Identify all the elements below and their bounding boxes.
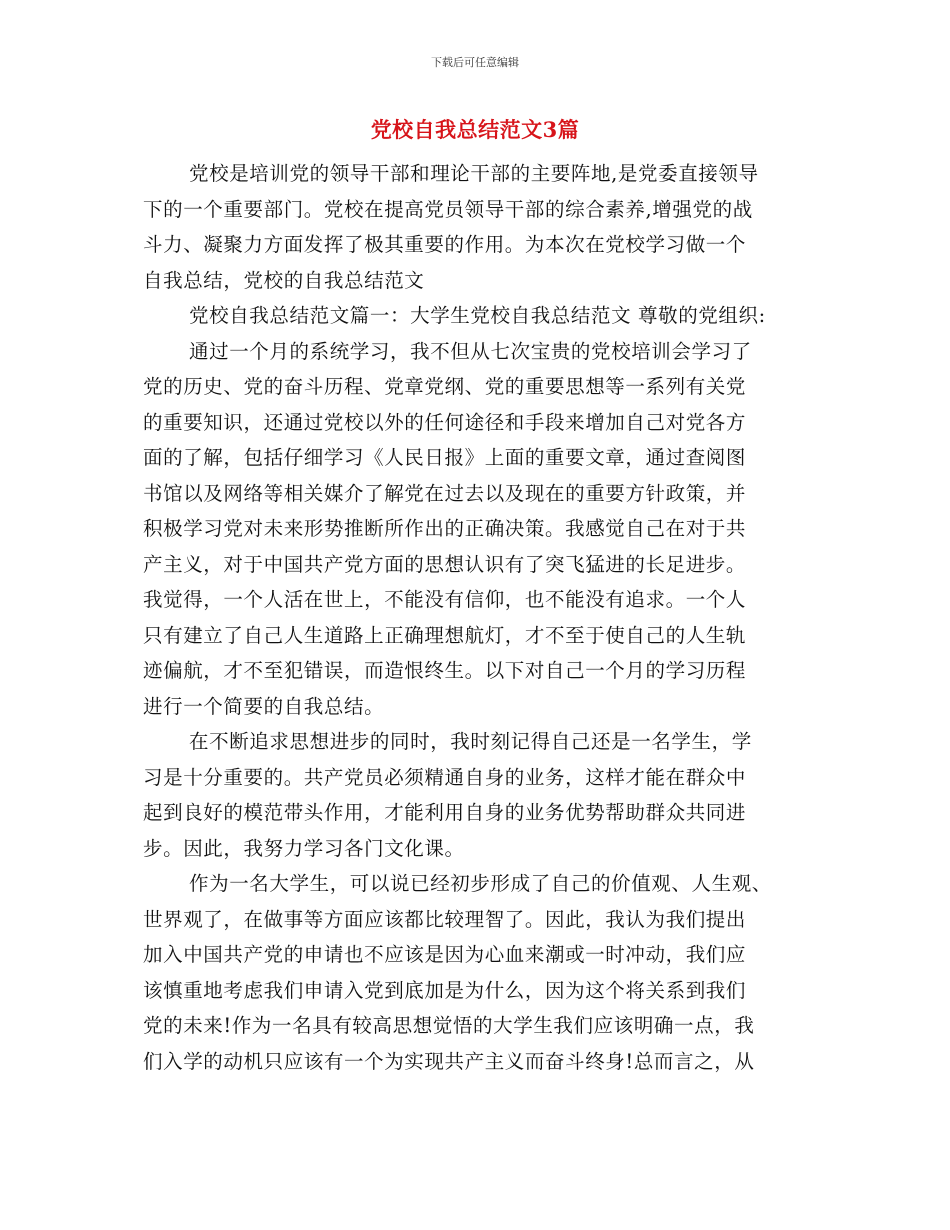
body-line: 作为一名大学生，可以说已经初步形成了自己的价值观、人生观、 [189,872,772,895]
body-line: 党校自我总结范文篇一：大学生党校自我总结范文 尊敬的党组织: [189,304,766,327]
body-line: 党校是培训党的领导干部和理论干部的主要阵地,是党委直接领导 [189,162,759,185]
body-line: 面的了解，包括仔细学习《人民日报》上面的重要文章，通过查阅图 [143,446,747,469]
body-line: 斗力、凝聚力方面发挥了极其重要的作用。为本次在党校学习做一个 [143,233,747,256]
body-line: 进行一个简要的自我总结。 [143,694,385,718]
body-line: 下的一个重要部门。党校在提高党员领导干部的综合素养,增强党的战 [143,197,753,221]
body-line: 起到良好的模范带头作用，才能利用自身的业务优势帮助群众共同进 [143,801,747,824]
body-line: 党的未来!作为一名具有较高思想觉悟的大学生我们应该明确一点，我 [143,1014,755,1037]
body-line: 迹偏航，才不至犯错误，而造恨终生。以下对自己一个月的学习历程 [143,659,747,682]
body-line: 产主义，对于中国共产党方面的思想认识有了突飞猛进的长足进步。 [143,552,747,576]
body-line: 该慎重地考虑我们申请入党到底加是为什么，因为这个将关系到我们 [143,978,747,1002]
body-line: 的重要知识，还通过党校以外的任何途径和手段来增加自己对党各方 [143,410,747,434]
body-line: 书馆以及网络等相关媒介了解党在过去以及现在的重要方针政策，并 [143,481,747,505]
body-line: 积极学习党对未来形势推断所作出的正确决策。我感觉自己在对于共 [143,517,747,540]
body-line: 党的历史、党的奋斗历程、党章党纲、党的重要思想等一系列有关党 [143,375,747,398]
header-note: 下载后可任意编辑 [431,56,519,69]
body-line: 习是十分重要的。共产党员必须精通自身的业务，这样才能在群众中 [143,765,747,789]
body-line: 我觉得，一个人活在世上，不能没有信仰，也不能没有追求。一个人 [143,588,747,611]
body-line: 加入中国共产党的申请也不应该是因为心血来潮或一时冲动，我们应 [143,943,747,966]
body-line: 们入学的动机只应该有一个为实现共产主义而奋斗终身!总而言之，从 [143,1049,755,1073]
document-body [143,156,823,1079]
body-line: 在不断追求思想进步的同时，我时刻记得自己还是一名学生，学 [189,730,752,753]
document-title: 党校自我总结范文3篇 [370,117,580,142]
body-line: 步。因此，我努力学习各门文化课。 [143,836,465,860]
body-line: 自我总结，党校的自我总结范文 [143,268,425,292]
body-line: 世界观了，在做事等方面应该都比较理智了。因此，我认为我们提出 [143,907,747,931]
body-line: 只有建立了自己人生道路上正确理想航灯，才不至于使自己的人生轨 [143,623,747,647]
body-line: 通过一个月的系统学习，我不但从七次宝贵的党校培训会学习了 [189,339,752,363]
